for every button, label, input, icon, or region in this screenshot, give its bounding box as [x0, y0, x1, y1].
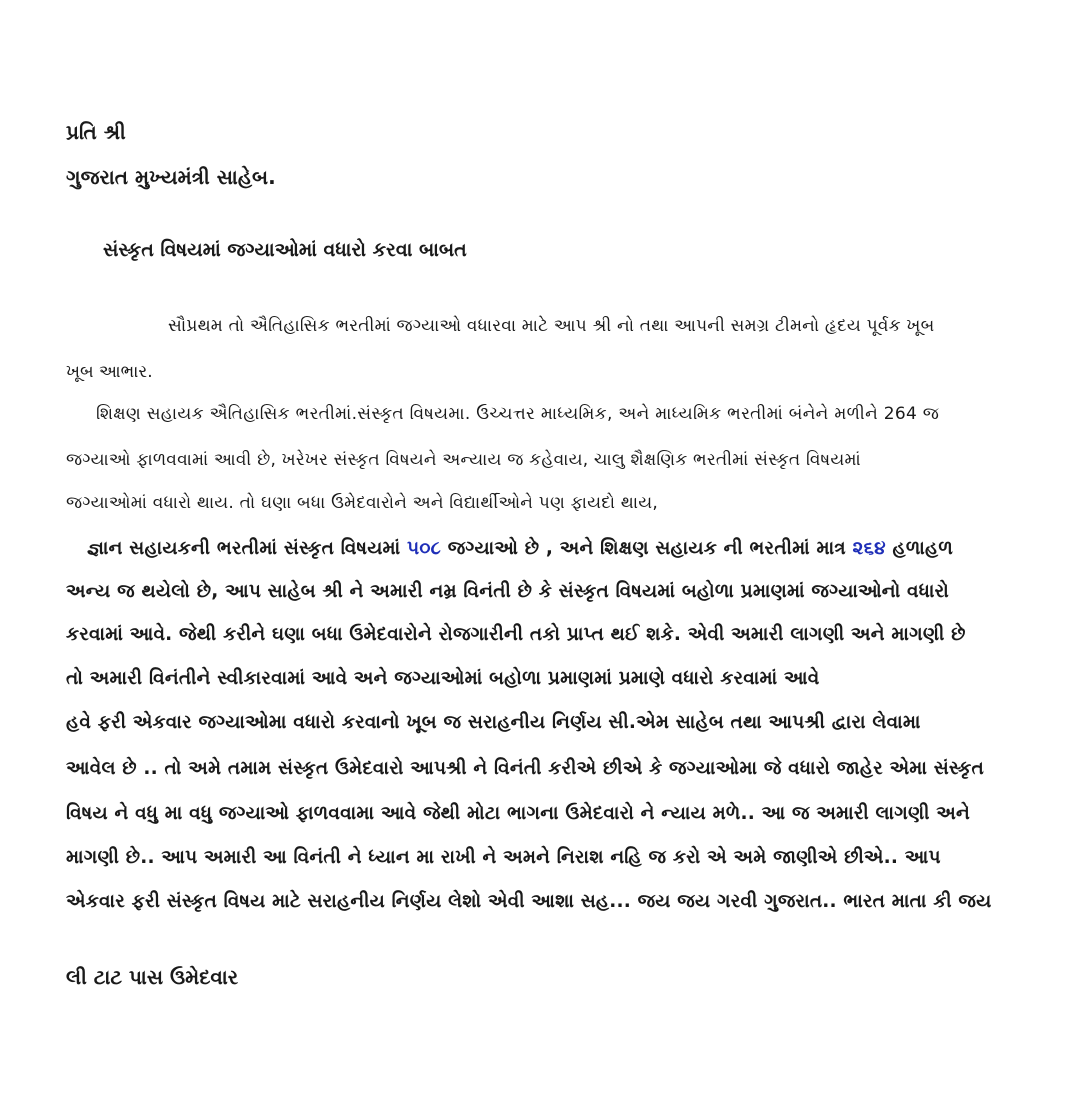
addressee-line-2: ગુજરાત મુખ્યમંત્રી સાહેબ.	[66, 165, 276, 189]
addressee-line-1: પ્રતિ શ્રી	[66, 120, 126, 144]
paragraph-1-line-1: સૌપ્રથમ તો ઐતિહાસિક ભરતીમાં જગ્યાઓ વધારવા માટે આપ શ્રી નો તથા આપની સમગ્ર ટીમનો હૃદય પૂર્વક ખૂબ	[168, 316, 935, 336]
paragraph-3-text-c: હળાહળ	[885, 538, 953, 559]
paragraph-2-line-2: જગ્યાઓ ફાળવવામાં આવી છે, ખરેખર સંસ્કૃત વિષયને અન્યાય જ કહેવાય, ચાલુ શૈક્ષણિક ભરતીમાં સંસ્કૃત વિષયમાં	[66, 450, 861, 470]
signature: લી ટાટ પાસ ઉમેદવાર	[66, 965, 239, 989]
paragraph-3-line-7: વિષય ને વધુ મા વધુ જગ્યાઓ ફાળવવામા આવે જેથી મોટા ભાગના ઉમેદવારો ને ન્યાય મળે.. આ જ અમારી લાગણી અને	[66, 803, 970, 824]
paragraph-3-line-1	[87, 540, 953, 559]
paragraph-3-line-9: એકવાર ફરી સંસ્કૃત વિષય માટે સરાહનીય નિર્ણય લેશો એવી આશા સહ... જય જય ગરવી ગુજરાત.. ભારત માતા કી જય	[66, 891, 992, 912]
paragraph-3-text-a: જ્ઞાન સહાયકની ભરતીમાં સંસ્કૃત વિષયમાં	[87, 538, 407, 559]
paragraph-2-line-1: શિક્ષણ સહાયક ઐતિહાસિક ભરતીમાં.સંસ્કૃત વિષયમા. ઉચ્ચત્તર માધ્યમિક, અને માધ્યમિક ભરતીમાં બંનેને મળીને 264 જ	[96, 404, 940, 424]
paragraph-3-line-4: તો અમારી વિનંતીને સ્વીકારવામાં આવે અને જગ્યાઓમાં બહોળા પ્રમાણમાં પ્રમાણે વધારો કરવામાં આવે	[66, 668, 820, 689]
paragraph-3-line-5: હવે ફરી એકવાર જગ્યાઓમા વધારો કરવાનો ખૂબ જ સરાહનીય નિર્ણય સી.એમ સાહેબ તથા આપશ્રી દ્વારા લેવામા	[66, 712, 921, 733]
paragraph-3-line-3: કરવામાં આવે. જેથી કરીને ઘણા બધા ઉમેદવારોને રોજગારીની તકો પ્રાપ્ત થઈ શકે. એવી અમારી લાગણી અને માગણી છે	[66, 624, 966, 645]
paragraph-3-line-2: અન્ય જ થયેલો છે, આપ સાહેબ શ્રી ને અમારી નમ્ર વિનંતી છે કે સંસ્કૃત વિષયમાં બહોળા પ્રમાણમાં જગ્યાઓનો વધારો	[66, 581, 950, 602]
paragraph-2-line-3: જગ્યાઓમાં વધારો થાય. તો ઘણા બધા ઉમેદવારોને અને વિદ્યાર્થીઓને પણ ફાયદો થાય,	[66, 493, 658, 513]
letter-subject: સંસ્કૃત વિષયમાં જગ્યાઓમાં વધારો કરવા બાબત	[103, 239, 467, 261]
post-count-gyan-sahayak: ૫૦૮	[406, 538, 442, 559]
paragraph-3-line-8: માગણી છે.. આપ અમારી આ વિનંતી ને ધ્યાન મા રાખી ને અમને નિરાશ નહિ જ કરો એ અમે જાણીએ છીએ.. આપ	[66, 847, 941, 868]
paragraph-3-text-b: જગ્યાઓ છે , અને શિક્ષણ સહાયક ની ભરતીમાં માત્ર	[441, 538, 853, 559]
post-count-shikshan-sahayak: ૨૬૪	[852, 538, 886, 559]
paragraph-3-line-6: આવેલ છે .. તો અમે તમામ સંસ્કૃત ઉમેદવારો આપશ્રી ને વિનંતી કરીએ છીએ કે જગ્યાઓમા જે વધારો જાહેર એમા સંસ્કૃત	[66, 758, 984, 779]
paragraph-1-line-2: ખૂબ આભાર.	[66, 362, 153, 382]
